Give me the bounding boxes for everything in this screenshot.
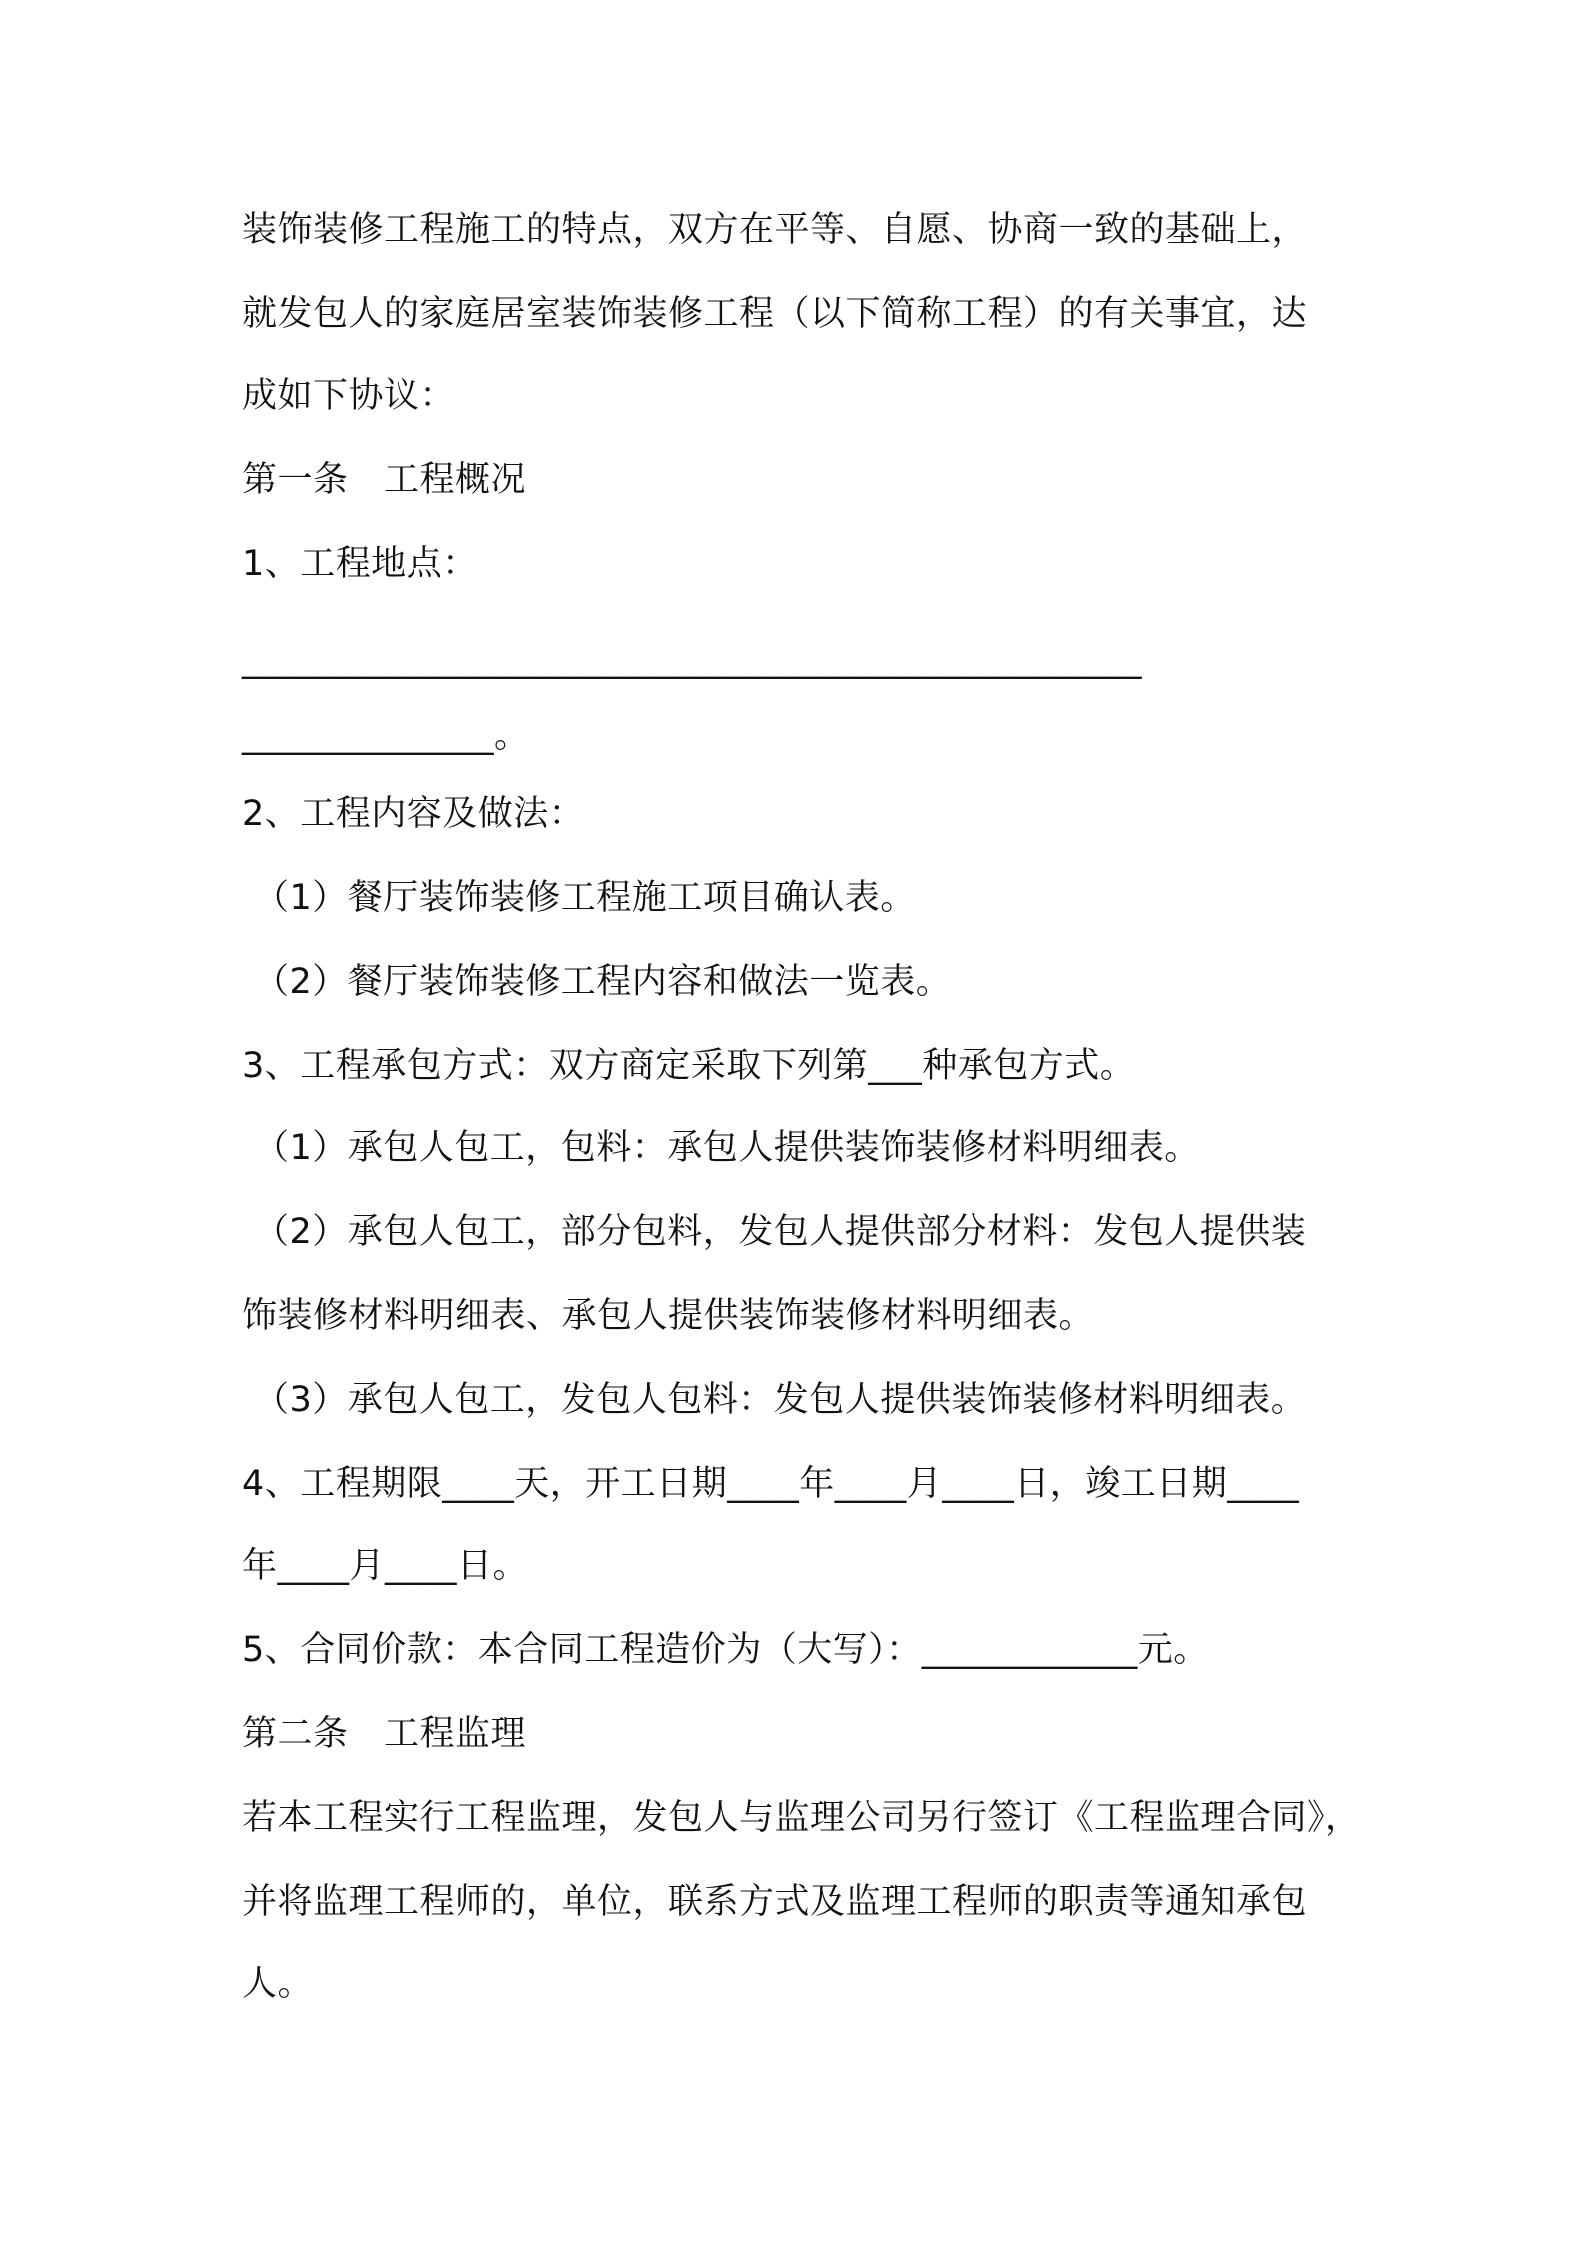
item-3-sub-1: （1）承包人包工，包料：承包人提供装饰装修材料明细表。 [254,1128,1200,1168]
article-2-paragraph-line-3: 人。 [242,1964,314,2004]
paragraph-intro-line-3: 成如下协议： [242,376,456,416]
item-3-sub-2-line-2: 饰装修材料明细表、承包人提供装饰装修材料明细表。 [242,1296,1095,1336]
item-3-contract-method: 3、工程承包方式：双方商定采取下列第___种承包方式。 [242,1046,1136,1086]
item-5-price: 5、合同价款：本合同工程造价为（大写）：____________元。 [242,1630,1209,1670]
article-1-heading: 第一条 工程概况 [242,460,527,500]
article-2-heading: 第二条 工程监理 [242,1714,527,1754]
item-1-location-label: 1、工程地点： [242,544,478,584]
paragraph-intro-line-1: 装饰装修工程施工的特点，双方在平等、自愿、协商一致的基础上， [242,210,1308,250]
location-blank-line-1: __________________________________________________ [242,640,1142,680]
article-2-paragraph-line-2: 并将监理工程师的，单位，联系方式及监理工程师的职责等通知承包 [242,1882,1308,1922]
item-2-sub-2: （2）餐厅装饰装修工程内容和做法一览表。 [254,962,952,1002]
item-4-period-line-2: 年____月____日。 [242,1546,529,1586]
item-4-period-line-1: 4、工程期限____天，开工日期____年____月____日，竣工日期____ [242,1464,1300,1504]
item-3-sub-2-line-1: （2）承包人包工，部分包料，发包人提供部分材料：发包人提供装 [254,1212,1307,1252]
location-blank-line-2: ______________。 [242,716,530,756]
item-2-sub-1: （1）餐厅装饰装修工程施工项目确认表。 [254,878,916,918]
paragraph-intro-line-2: 就发包人的家庭居室装饰装修工程（以下简称工程）的有关事宜，达 [242,294,1308,334]
item-2-content-label: 2、工程内容及做法： [242,794,585,834]
item-3-sub-3: （3）承包人包工，发包人包料：发包人提供装饰装修材料明细表。 [254,1380,1307,1420]
article-2-paragraph-line-1: 若本工程实行工程监理，发包人与监理公司另行签订《工程监理合同》， [242,1798,1361,1838]
